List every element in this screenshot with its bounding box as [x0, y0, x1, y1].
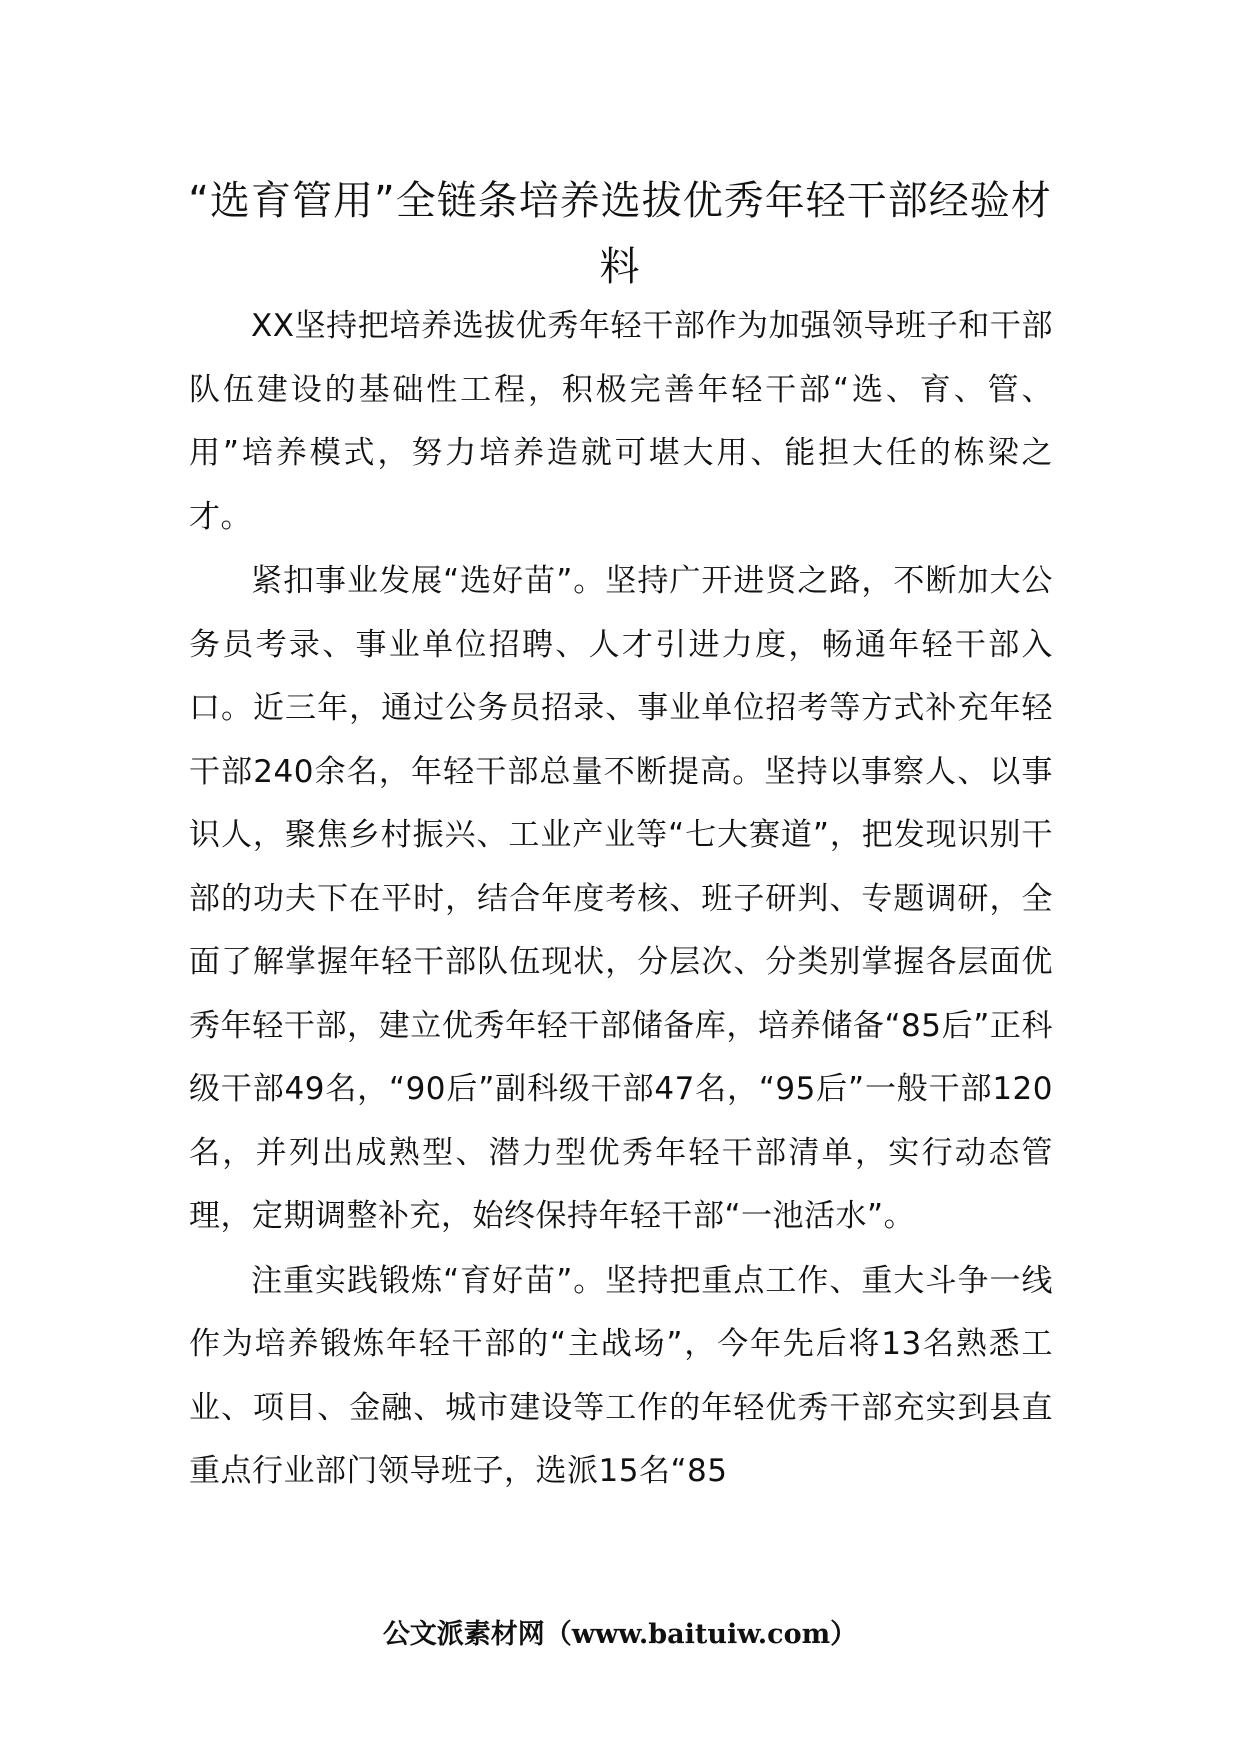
paragraph-cultivate: 注重实践锻炼“育好苗”。坚持把重点工作、重大斗争一线作为培养锻炼年轻干部的“主战场”，今年先后将13名熟悉工业、项目、金融、城市建设等工作的年轻优秀干部充实到县直重点行业部门领导班子，选派15名“85 — [189, 1262, 1053, 1489]
document-body — [189, 295, 1053, 1505]
document-title: “选育管用”全链条培养选拔优秀年轻干部经验材料 — [188, 178, 1052, 290]
page-footer-watermark: 公文派素材网（www.baituiw.com） — [382, 1619, 858, 1650]
paragraph-select: 紧扣事业发展“选好苗”。坚持广开进贤之路，不断加大公务员考录、事业单位招聘、人才引进力度，畅通年轻干部入口。近三年，通过公务员招录、事业单位招考等方式补充年轻干部240余名，年轻干部总量不断提高。坚持以事察人、以事识人，聚焦乡村振兴、工业产业等“七大赛道”，把发现识别干部的功夫下在平时，结合年度考核、班子研判、专题调研，全面了解掌握年轻干部队伍现状，分层次、分类别掌握各层面优秀年轻干部，建立优秀年轻干部储备库，培养储备“85后”正科级干部49名，“90后”副科级干部47名，“95后”一般干部120名，并列出成熟型、潜力型优秀年轻干部清单，实行动态管理，定期调整补充，始终保持年轻干部“一池活水”。 — [189, 563, 1053, 1234]
paragraph-intro: XX坚持把培养选拔优秀年轻干部作为加强领导班子和干部队伍建设的基础性工程，积极完善年轻干部“选、育、管、用”培养模式，努力培养造就可堪大用、能担大任的栋梁之才。 — [189, 308, 1053, 535]
